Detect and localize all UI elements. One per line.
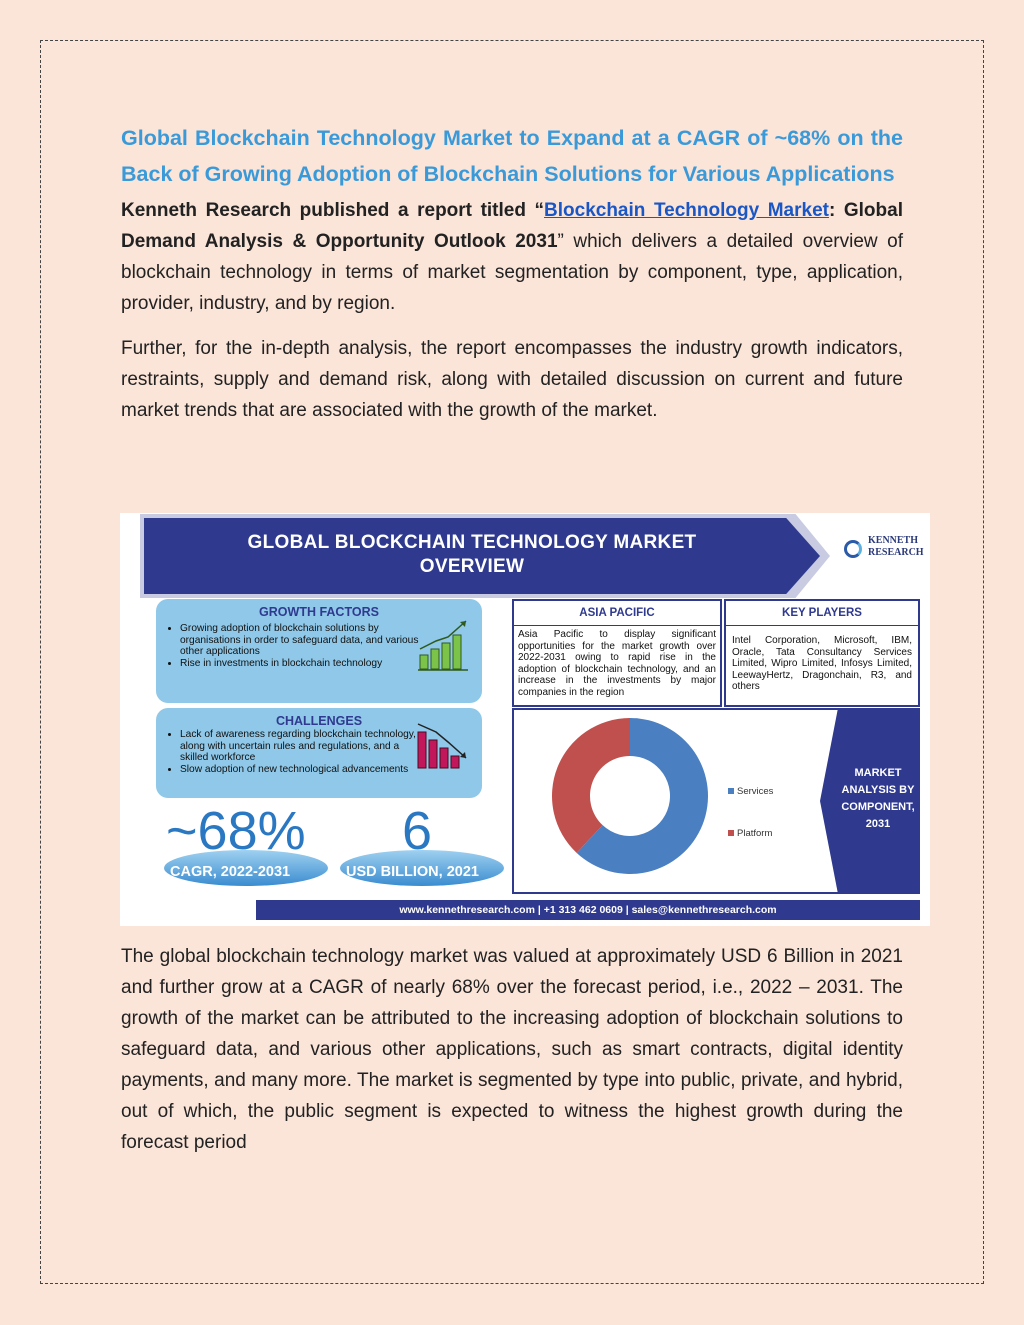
services-swatch <box>728 788 734 794</box>
report-link[interactable]: Blockchain Technology Market <box>544 200 829 221</box>
challenge-item: • Slow adoption of new technological advancements <box>180 764 428 776</box>
logo-line-2: RESEARCH <box>868 547 924 558</box>
growth-item: • Rise in investments in blockchain technology <box>180 658 428 670</box>
challenges-heading: CHALLENGES <box>275 714 363 728</box>
key-players-text: Intel Corporation, Microsoft, IBM, Oracle, Tata Consultancy Services Limited, Wipro Limited, Infosys Limited, LeewayHertz, Dragonchain, R3, and others <box>732 635 912 692</box>
logo-circle-icon <box>844 540 862 558</box>
growth-factors-panel <box>156 599 482 703</box>
logo-line-1: KENNETH <box>868 535 919 546</box>
donut-slice-platform <box>552 718 630 853</box>
key-players-heading: KEY PLAYERS <box>726 601 918 626</box>
market-size-label: USD BILLION, 2021 <box>346 864 479 880</box>
kenneth-research-logo <box>844 535 928 565</box>
key-players-panel <box>724 599 920 707</box>
growth-item: • Growing adoption of blockchain solutions by organisations in order to safeguard data, and various other applications <box>180 623 428 658</box>
legend-services-label: Services <box>737 786 774 797</box>
cagr-value: ~68% <box>166 801 306 861</box>
report-subtitle: Global Demand Analysis & Opportunity Outlook 2031 <box>121 200 903 252</box>
intro-colon: : <box>828 200 836 221</box>
falling-bar-chart-icon <box>414 718 476 774</box>
asia-pacific-text: Asia Pacific to display significant opportunities for the market growth over 2022-2031 owing to rapid rise in the adoption of blockchain technology, and an increase in the investments by major companies in the region <box>518 629 716 698</box>
challenges-list <box>164 729 428 775</box>
banner-title <box>144 531 800 579</box>
intro-lead: Kenneth Research published a report titled “ <box>121 200 545 221</box>
article-title: Global Blockchain Technology Market to Expand at a CAGR of ~68% on the Back of Growing Adoption of Blockchain Solutions for Various Applications <box>121 126 903 186</box>
rising-bar-chart-icon <box>416 615 476 675</box>
market-size-value: 6 <box>402 801 433 861</box>
legend-services <box>728 786 773 797</box>
article-body <box>121 120 903 426</box>
challenge-item: • Lack of awareness regarding blockchain technology, along with uncertain rules and regulations, and a skilled workforce <box>180 729 428 764</box>
platform-swatch <box>728 830 734 836</box>
market-analysis-label: MARKET ANALYSIS BY COMPONENT, 2031 <box>841 767 915 830</box>
banner-line-1: GLOBAL BLOCKCHAIN TECHNOLOGY MARKET <box>247 532 697 553</box>
growth-factors-list <box>164 623 428 669</box>
analysis-paragraph: Further, for the in-depth analysis, the report encompasses the industry growth indicators, restraints, supply and demand risk, along with detailed discussion on current and future market trends that are associated with the growth of the market. <box>121 338 903 421</box>
asia-pacific-heading: ASIA PACIFIC <box>514 601 720 626</box>
legend-platform-label: Platform <box>737 828 773 839</box>
cagr-label: CAGR, 2022-2031 <box>170 864 291 880</box>
component-donut-chart <box>550 716 710 876</box>
market-size-paragraph: The global blockchain technology market was valued at approximately USD 6 Billion in 2021 and further grow at a CAGR of nearly 68% over the forecast period, i.e., 2022 – 2031. The growth of the market can be attributed to the increasing adoption of blockchain solutions to safeguard data, and various other applications, such as smart contracts, digital identity payments, and many more. The market is segmented by type into public, private, and hybrid, out of which, the public segment is expected to witness the highest growth during the forecast period <box>121 946 903 1153</box>
contact-footer: www.kennethresearch.com | +1 313 462 0609 | sales@kennethresearch.com <box>256 900 920 920</box>
intro-rest: ” which delivers a detailed overview of blockchain technology in terms of market segmentation by component, type, application, provider, industry, and by region. <box>121 231 903 314</box>
growth-factors-heading: GROWTH FACTORS <box>259 605 379 619</box>
asia-pacific-panel <box>512 599 722 707</box>
challenges-panel <box>156 708 482 798</box>
market-infographic <box>120 513 930 926</box>
legend-platform <box>728 828 772 839</box>
intro-paragraph <box>121 195 903 319</box>
banner-line-2: OVERVIEW <box>419 556 525 577</box>
